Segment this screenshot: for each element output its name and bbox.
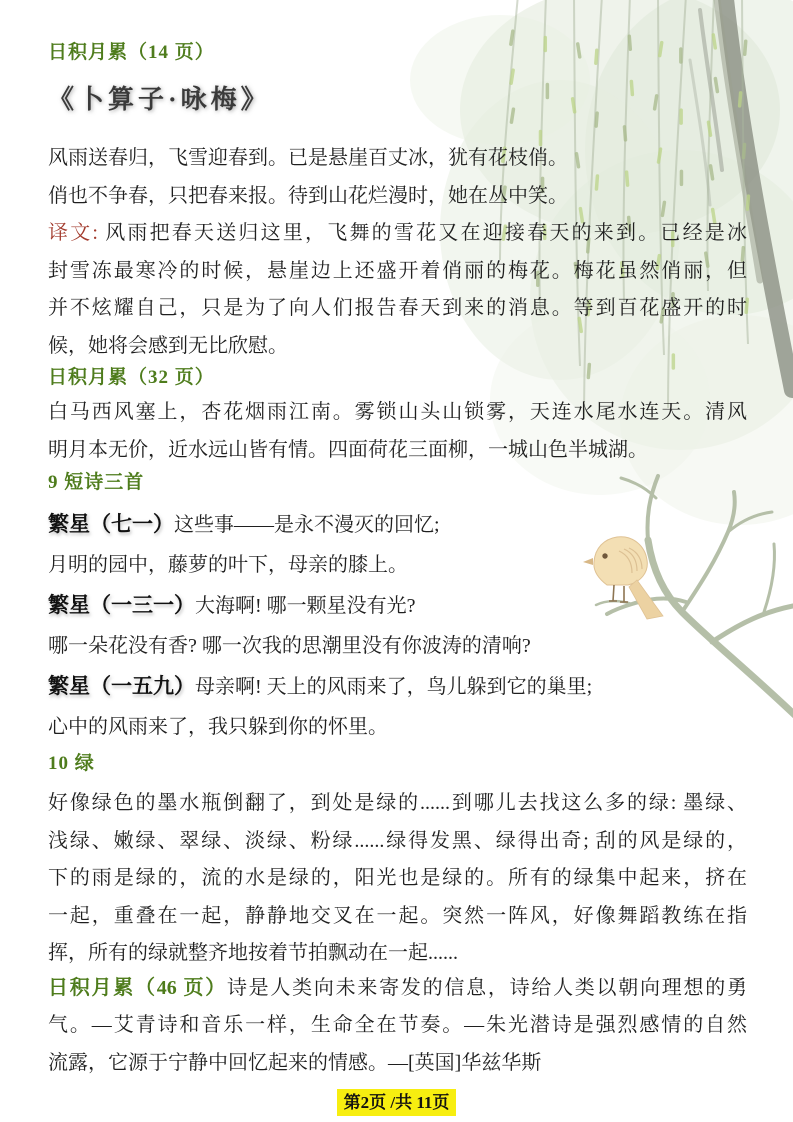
star-poem-line	[48, 666, 747, 707]
riji-46-line: 流露，它源于宁静中回忆起来的情感。—[英国]华兹华斯	[48, 1051, 542, 1074]
poem-line: 风雨送春归，飞雪迎春到。已是悬崖百丈冰，犹有花枝俏。	[48, 147, 568, 169]
translation-line: 封雪冻最寒冷的时候，悬崖边上还盛开着俏丽的梅花。梅花虽然俏丽，但	[48, 259, 747, 282]
document-page	[48, 0, 747, 1082]
translation-line: 候，她将会感到无比欣慰。	[48, 334, 288, 357]
star-poem-line	[48, 504, 747, 545]
star-poem-label: 繁星（一三一）	[48, 593, 195, 617]
star-poem-label: 繁星（七一）	[48, 512, 174, 536]
green-text-line: 下的雨是绿的，流的水是绿的，阳光也是绿的。所有的绿集中起来，挤在	[48, 867, 747, 889]
star-poem-line: 哪一朵花没有香? 哪一次我的思潮里没有你波涛的清响?	[48, 635, 531, 657]
section-heading-lesson-10: 10 绿	[48, 753, 95, 774]
section-heading-lesson-9: 9 短诗三首	[48, 472, 145, 493]
poem-line: 俏也不争春，只把春来报。待到山花烂漫时，她在丛中笑。	[48, 184, 568, 207]
page-number-badge: 第2页 /共 11页	[337, 1089, 457, 1116]
green-text-line: 好像绿色的墨水瓶倒翻了，到处是绿的......到哪儿去找这么多的绿: 墨绿、	[48, 792, 747, 814]
star-poem-line: 月明的园中，藤萝的叶下，母亲的膝上。	[48, 554, 408, 576]
translation-line: 并不炫耀自己，只是为了向人们报告春天到来的消息。等到百花盛开的时	[48, 297, 747, 319]
translation-line	[48, 215, 747, 253]
green-text-line: 一起，重叠在一起，静静地交叉在一起。突然一阵风，好像舞蹈教练在指	[48, 904, 747, 927]
green-text-line: 浅绿、嫩绿、翠绿、淡绿、粉绿......绿得发黑、绿得出奇; 刮的风是绿的，	[48, 829, 747, 852]
riji-46-text: 诗是人类向未来寄发的信息，诗给人类以朝向理想的勇	[226, 976, 748, 999]
star-poem-text: 大海啊! 哪一颗星没有光?	[195, 595, 416, 617]
star-poem-text: 母亲啊! 天上的风雨来了，鸟儿躲到它的巢里;	[195, 676, 593, 698]
green-text-line: 挥，所有的绿就整齐地按着节拍飘动在一起......	[48, 942, 458, 964]
translation-text: 风雨把春天送归这里，飞舞的雪花又在迎接春天的来到。已经是冰	[105, 222, 748, 244]
star-poem-text: 这些事——是永不漫灭的回忆;	[174, 514, 440, 536]
proverb-line: 白马西风塞上，杏花烟雨江南。雾锁山头山锁雾，天连水尾水连天。清风	[48, 401, 747, 423]
section-heading-riji-32: 日积月累（32 页）	[48, 367, 215, 388]
page-footer	[0, 1089, 793, 1116]
riji-46-line: 气。—艾青诗和音乐一样，生命全在节奏。—朱光潜诗是强烈感情的自然	[48, 1014, 747, 1036]
proverb-line: 明月本无价，近水远山皆有情。四面荷花三面柳，一城山色半城湖。	[48, 438, 648, 461]
poem-title: 《卜算子·咏梅》	[48, 85, 271, 114]
translation-label: 译文:	[48, 222, 106, 244]
star-poem-line	[48, 585, 747, 626]
riji-46-line	[48, 970, 747, 1008]
star-poem-label: 繁星（一五九）	[48, 674, 195, 698]
star-poem-line: 心中的风雨来了，我只躲到你的怀里。	[48, 716, 388, 738]
section-heading-riji-46: 日积月累（46 页）	[48, 976, 227, 999]
section-heading-riji-14: 日积月累（14 页）	[48, 42, 215, 63]
